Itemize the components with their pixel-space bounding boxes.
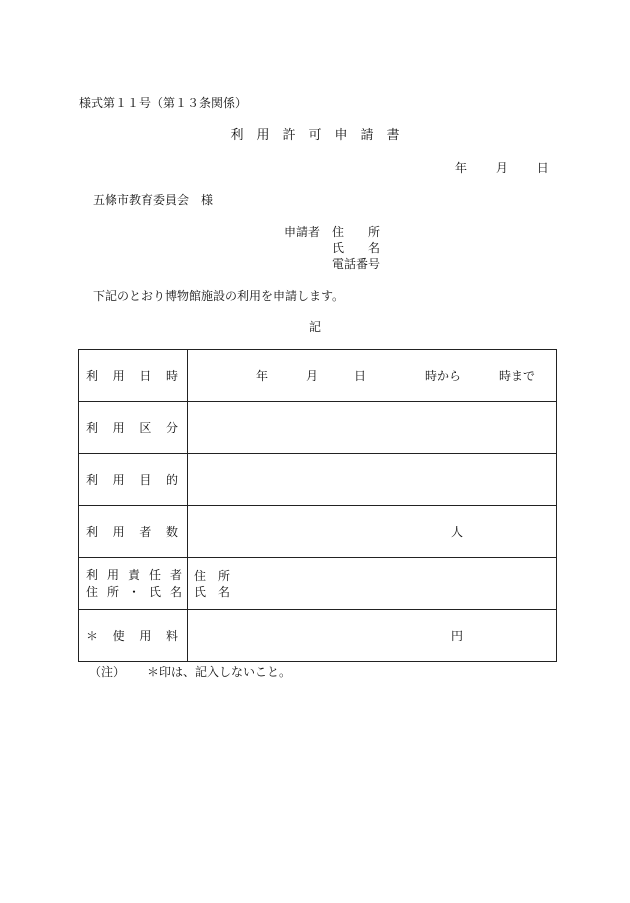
responsible-name-label: 氏 名	[194, 585, 231, 599]
label-char: 所	[106, 584, 119, 599]
datetime-to: 時まで	[499, 369, 536, 383]
datetime-from: 時から	[425, 369, 462, 383]
label-char: 用	[112, 369, 125, 383]
label-char: 責	[127, 567, 140, 582]
label-char: 用	[112, 421, 125, 435]
application-date	[455, 162, 549, 174]
label-char: 用	[106, 567, 119, 582]
category-field[interactable]	[188, 402, 557, 454]
responsible-address-label: 住 所	[194, 569, 231, 583]
label-char: 的	[165, 473, 178, 487]
purpose-label	[79, 454, 188, 506]
label-char: 日	[139, 369, 152, 383]
date-day-label: 日	[536, 161, 549, 175]
date-month-label: 月	[495, 161, 508, 175]
category-label	[79, 402, 188, 454]
label-char: 目	[139, 473, 152, 487]
datetime-month: 月	[306, 369, 319, 383]
label-char: 用	[139, 629, 152, 643]
fee-field[interactable]	[188, 610, 557, 662]
datetime-field[interactable]	[188, 350, 557, 402]
row-users	[79, 506, 557, 558]
users-label	[79, 506, 188, 558]
label-char: 名	[169, 584, 182, 599]
label-char: 利	[86, 567, 99, 582]
date-year-label: 年	[455, 161, 468, 175]
datetime-year: 年	[256, 369, 269, 383]
datetime-label	[79, 350, 188, 402]
ki-heading: 記	[308, 320, 321, 334]
row-responsible	[79, 558, 557, 610]
footnote-prefix: （注）	[89, 665, 126, 679]
applicant-address-label: 住 所	[332, 225, 381, 239]
label-char: 時	[165, 369, 178, 383]
applicant-phone-label: 電話番号	[332, 257, 381, 271]
row-purpose	[79, 454, 557, 506]
label-char: 用	[112, 473, 125, 487]
label-char: ＊	[86, 629, 99, 643]
responsible-label	[79, 558, 188, 610]
row-fee	[79, 610, 557, 662]
users-field[interactable]	[188, 506, 557, 558]
datetime-day: 日	[354, 369, 367, 383]
label-char: 料	[165, 629, 178, 643]
applicant-label: 申請者	[284, 225, 321, 239]
label-char: 利	[86, 369, 99, 383]
recipient: 五條市教育委員会 様	[93, 193, 214, 207]
fee-unit: 円	[451, 629, 464, 643]
label-char: 使	[112, 629, 125, 643]
footnote	[89, 666, 291, 678]
label-char: 任	[148, 567, 161, 582]
label-char: 数	[165, 525, 178, 539]
fee-label	[79, 610, 188, 662]
label-char: 氏	[148, 584, 161, 599]
label-char: 者	[169, 567, 182, 582]
label-char: 利	[86, 421, 99, 435]
body-text: 下記のとおり博物館施設の利用を申請します。	[93, 289, 345, 303]
label-char: 区	[139, 421, 152, 435]
row-category	[79, 402, 557, 454]
row-datetime	[79, 350, 557, 402]
label-char: 者	[139, 525, 152, 539]
label-char: 用	[112, 525, 125, 539]
page-title: 利 用 許 可 申 請 書	[230, 128, 400, 143]
footnote-text: ＊印は、記入しないこと。	[147, 665, 292, 679]
applicant-name-label: 氏 名	[332, 241, 381, 255]
label-char: 利	[86, 525, 99, 539]
label-char: 利	[86, 473, 99, 487]
label-char: 住	[86, 584, 99, 599]
label-char: 分	[165, 421, 178, 435]
application-table	[78, 349, 557, 662]
purpose-field[interactable]	[188, 454, 557, 506]
label-char: ・	[127, 584, 140, 599]
form-number: 様式第１１号（第１３条関係）	[79, 96, 248, 110]
responsible-field[interactable]	[188, 558, 557, 610]
users-unit: 人	[451, 525, 464, 539]
